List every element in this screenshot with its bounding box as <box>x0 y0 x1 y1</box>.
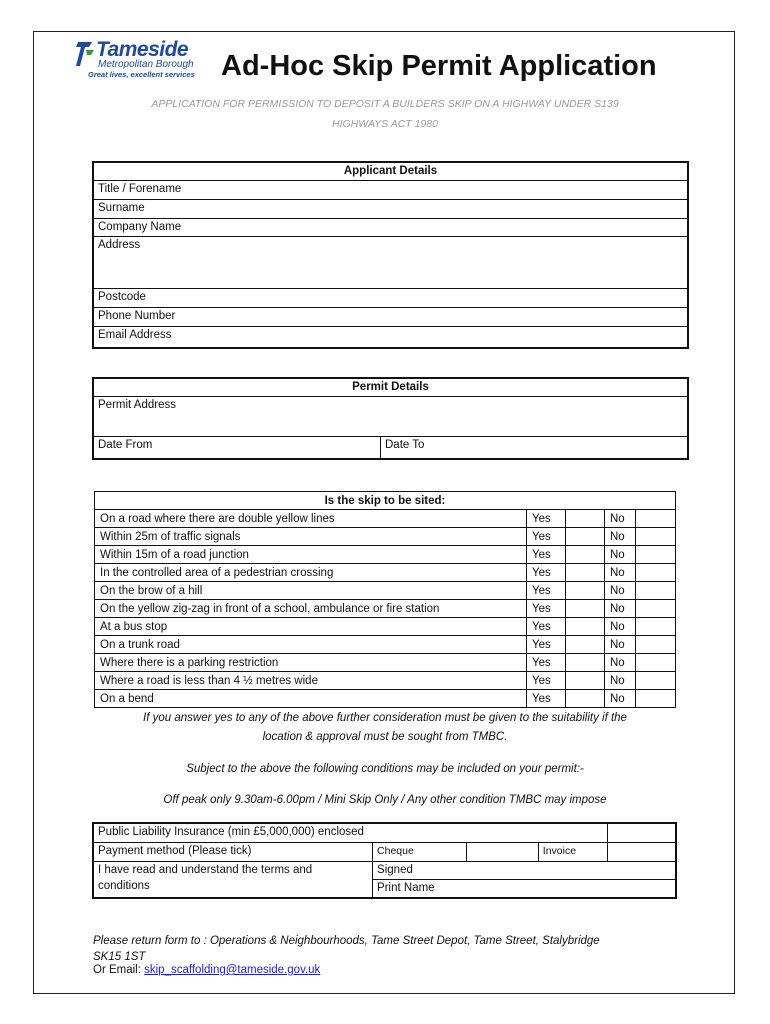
siting-row <box>95 510 676 528</box>
page-subtitle <box>100 94 670 134</box>
return-line-1: Please return form to : Operations & Neighbourhoods, Tame Street Depot, Tame Street, Stalybridge <box>93 935 600 947</box>
yes-label: Yes <box>527 636 566 654</box>
siting-question: On a road where there are double yellow lines <box>95 510 527 528</box>
yes-tick-box[interactable] <box>566 600 605 618</box>
date-from-field[interactable]: Date From <box>94 437 381 459</box>
company-name-field[interactable]: Company Name <box>94 219 688 237</box>
email-address-field[interactable]: Email Address <box>94 327 688 348</box>
subtitle-line-1: APPLICATION FOR PERMISSION TO DEPOSIT A BUILDERS SKIP ON A HIGHWAY UNDER S139 <box>151 98 619 110</box>
yes-tick-box[interactable] <box>566 582 605 600</box>
no-tick-box[interactable] <box>636 600 676 618</box>
print-name-field[interactable]: Print Name <box>373 880 676 898</box>
no-label: No <box>605 510 636 528</box>
terms-statement <box>94 862 373 898</box>
yes-label: Yes <box>527 690 566 708</box>
yes-tick-box[interactable] <box>566 654 605 672</box>
no-tick-box[interactable] <box>636 654 676 672</box>
yes-label: Yes <box>527 582 566 600</box>
no-label: No <box>605 528 636 546</box>
no-label: No <box>605 654 636 672</box>
surname-field[interactable]: Surname <box>94 200 688 219</box>
siting-row <box>95 654 676 672</box>
yes-tick-box[interactable] <box>566 510 605 528</box>
siting-question: On the yellow zig-zag in front of a school, ambulance or fire station <box>95 600 527 618</box>
return-instructions <box>93 933 693 965</box>
yes-tick-box[interactable] <box>566 528 605 546</box>
subject-note: Subject to the above the following conditions may be included on your permit:- <box>186 763 584 775</box>
yes-label: Yes <box>527 618 566 636</box>
no-label: No <box>605 672 636 690</box>
no-label: No <box>605 546 636 564</box>
siting-question: Where there is a parking restriction <box>95 654 527 672</box>
no-tick-box[interactable] <box>636 546 676 564</box>
no-tick-box[interactable] <box>636 510 676 528</box>
applicant-details-table <box>93 162 688 348</box>
yes-tick-box[interactable] <box>566 672 605 690</box>
signed-field[interactable]: Signed <box>373 862 676 880</box>
siting-question: In the controlled area of a pedestrian crossing <box>95 564 527 582</box>
yes-tick-box[interactable] <box>566 546 605 564</box>
invoice-label: Invoice <box>538 843 607 862</box>
consideration-line-1: If you answer yes to any of the above further consideration must be given to the suitability if the <box>143 712 627 724</box>
yes-label: Yes <box>527 564 566 582</box>
no-tick-box[interactable] <box>636 564 676 582</box>
conditions-table <box>93 823 676 898</box>
no-tick-box[interactable] <box>636 690 676 708</box>
no-label: No <box>605 636 636 654</box>
yes-tick-box[interactable] <box>566 564 605 582</box>
tameside-logo <box>78 38 218 82</box>
siting-question: On a bend <box>95 690 527 708</box>
date-to-field[interactable]: Date To <box>381 437 688 459</box>
permit-details-table <box>93 378 688 459</box>
payment-method-label: Payment method (Please tick) <box>94 843 373 862</box>
siting-heading: Is the skip to be sited: <box>95 492 676 510</box>
subtitle-line-2: HIGHWAYS ACT 1980 <box>331 118 438 130</box>
insurance-tick-box[interactable] <box>608 824 676 843</box>
skip-siting-table <box>94 491 676 708</box>
yes-label: Yes <box>527 546 566 564</box>
siting-row <box>95 600 676 618</box>
email-line <box>93 964 320 976</box>
siting-row <box>95 564 676 582</box>
insurance-label: Public Liability Insurance (min £5,000,000) enclosed <box>94 824 608 843</box>
yes-tick-box[interactable] <box>566 636 605 654</box>
logo-name: Tameside <box>96 38 189 61</box>
phone-number-field[interactable]: Phone Number <box>94 308 688 327</box>
yes-label: Yes <box>527 528 566 546</box>
logo-tagline: Great lives, excellent services <box>88 70 195 79</box>
siting-question: Within 25m of traffic signals <box>95 528 527 546</box>
title-forename-field[interactable]: Title / Forename <box>94 181 688 200</box>
no-tick-box[interactable] <box>636 672 676 690</box>
siting-row <box>95 546 676 564</box>
no-tick-box[interactable] <box>636 618 676 636</box>
no-label: No <box>605 564 636 582</box>
siting-question: On the brow of a hill <box>95 582 527 600</box>
yes-label: Yes <box>527 672 566 690</box>
no-label: No <box>605 582 636 600</box>
no-label: No <box>605 600 636 618</box>
no-label: No <box>605 618 636 636</box>
no-tick-box[interactable] <box>636 528 676 546</box>
yes-label: Yes <box>527 600 566 618</box>
offpeak-note: Off peak only 9.30am-6.00pm / Mini Skip Only / Any other condition TMBC may impose <box>163 794 607 806</box>
siting-row <box>95 528 676 546</box>
email-link[interactable]: skip_scaffolding@tameside.gov.uk <box>144 964 321 976</box>
cheque-tick-box[interactable] <box>467 843 538 862</box>
cheque-label: Cheque <box>373 843 467 862</box>
return-line-2: SK15 1ST <box>93 951 146 963</box>
postcode-field[interactable]: Postcode <box>94 289 688 308</box>
permit-address-field[interactable]: Permit Address <box>94 397 688 437</box>
terms-line-1: I have read and understand the terms and <box>98 864 313 876</box>
applicant-heading: Applicant Details <box>94 163 688 181</box>
siting-row <box>95 636 676 654</box>
siting-question: At a bus stop <box>95 618 527 636</box>
siting-row <box>95 690 676 708</box>
siting-question: Within 15m of a road junction <box>95 546 527 564</box>
invoice-tick-box[interactable] <box>608 843 676 862</box>
yes-label: Yes <box>527 654 566 672</box>
siting-question: On a trunk road <box>95 636 527 654</box>
siting-row <box>95 582 676 600</box>
siting-row <box>95 672 676 690</box>
siting-question: Where a road is less than 4 ½ metres wide <box>95 672 527 690</box>
no-label: No <box>605 690 636 708</box>
yes-label: Yes <box>527 510 566 528</box>
terms-line-2: conditions <box>98 880 150 892</box>
consideration-note <box>100 709 670 747</box>
yes-tick-box[interactable] <box>566 690 605 708</box>
no-tick-box[interactable] <box>636 582 676 600</box>
logo-subname: Metropolitan Borough <box>98 59 194 70</box>
page-title: Ad-Hoc Skip Permit Application <box>221 50 657 82</box>
address-field[interactable]: Address <box>94 237 688 289</box>
siting-row <box>95 618 676 636</box>
tameside-emblem-icon <box>74 40 96 68</box>
consideration-line-2: location & approval must be sought from TMBC. <box>262 731 508 743</box>
yes-tick-box[interactable] <box>566 618 605 636</box>
no-tick-box[interactable] <box>636 636 676 654</box>
permit-heading: Permit Details <box>94 379 688 397</box>
email-prefix: Or Email: <box>93 964 145 976</box>
